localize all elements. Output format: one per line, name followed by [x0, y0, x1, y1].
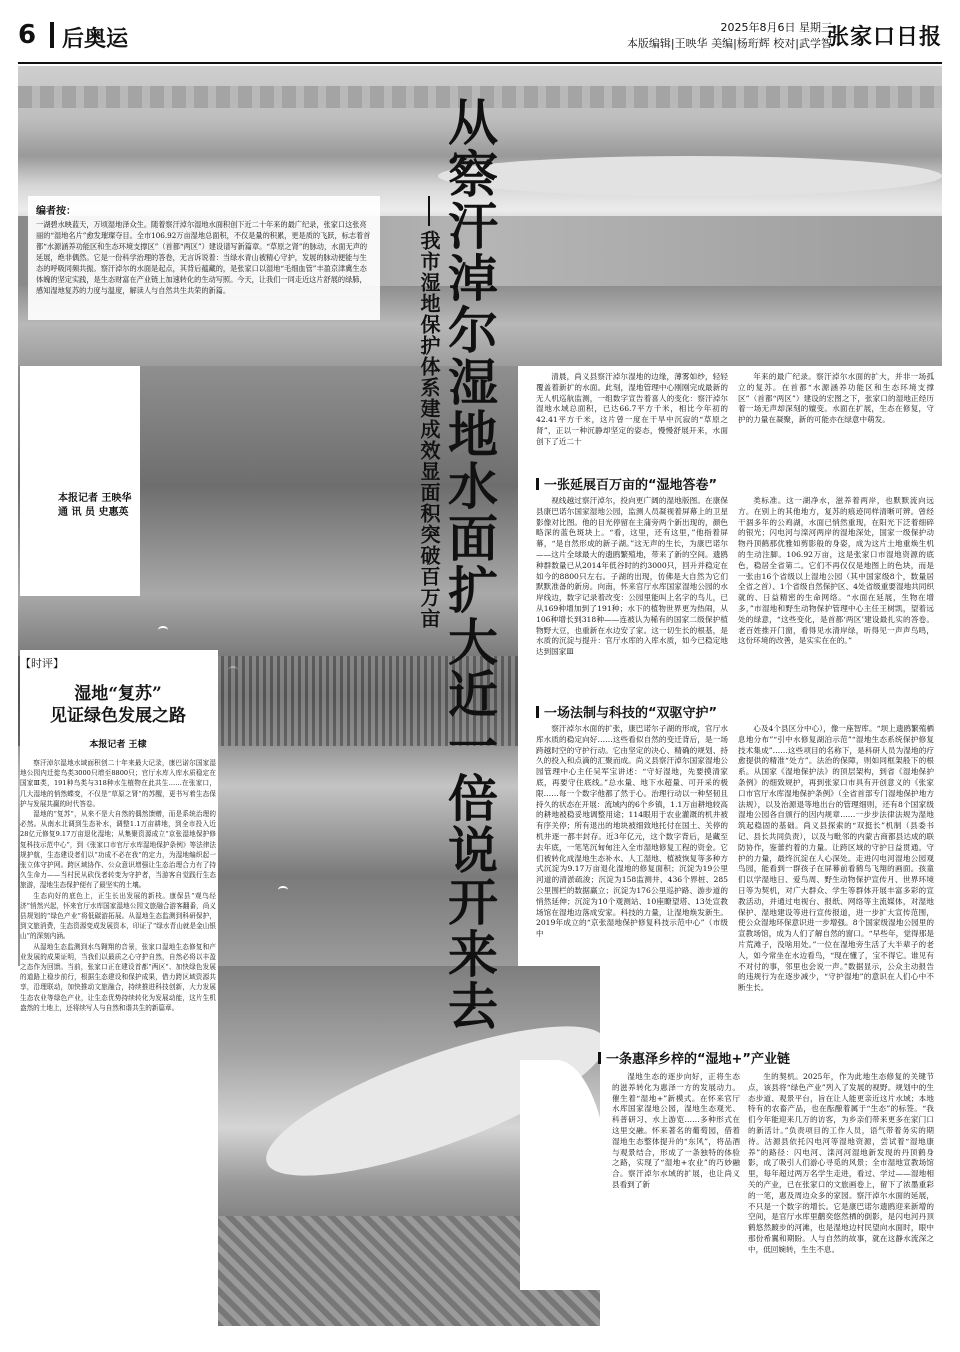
commentary-column: [20, 655, 216, 1013]
issue-date: 2025年8月6日 星期三: [720, 21, 832, 34]
subhead-dash: [428, 196, 430, 226]
lake-surface: [438, 156, 942, 196]
editor-credits: 本版编辑|王映华 美编|杨珩辉 校对|武学智: [626, 37, 832, 50]
editor-note: [28, 196, 380, 320]
article-paragraph: 察汗淖尔水面的扩张，康巴诺尔子湖的形成，官厅水库水质的稳定向好……这些看似自然的变迁背后，是一场跨越时空的守护行动。它由坚定的决心、精确的规划、持久的投入和点滴的汇聚而成。尚义县察汗淖尔国家湿地公园管理中心主任吴军宝讲述：“守好湿地，先要摸清家底，再要守住底线。”总水量、地下水超量、可开采的极限……每一个数字他都了然于心。治理行动以一种坚韧且持久的状态在开展：流域内的6个乡镇，1.1万亩耕地较高的耕地被稳妥地调整用途；114眼用于农业灌溉的机井被有序关停；所有退出的地块被细致地托付在国土、关停的机井逐一都丰封存。近3年亿元，这个数字背后，是藏至去年底，一笔笔沉甸甸注入全市湿地修复工程的资金。它们被转化成湿地生态补水、人工湿地、植被恢复等多种方式沉淀为9.17万亩退化湿地的修复面积；沉淀为19公里河道的清淤疏浚；沉淀为158监测井、436个界桩、285公里围栏的数据赢立；沉淀为176公里巡护路、游步道的悄然延伸；沉淀为10个观测站、10座瞭望塔、13处宣教场馆在湿地边落成安家。科技的力量，让湿地焕发新生。2019年成立的“京张湿地保护修复科技示范中心”（市级中: [536, 724, 728, 939]
section-heading-2: 一场法制与科技的“双驱守护”: [536, 702, 717, 721]
egret-icon: [278, 886, 288, 894]
article-paragraph: 年来的最广纪录。察汗淖尔水面的扩大，并非一场孤立的复苏。在首都“水源涵养功能区和生态环境支撑区”（首都“两区”）建设的宏图之下，张家口的湿地正经历着一场无声却深刻的嬗变。水面在扩展，生态在修复，守护的力量在凝聚，新的可能亦在绿意中萌发。: [738, 372, 934, 425]
commentary-body: [20, 758, 216, 1013]
section-heading-3: 一条惠泽乡梓的“湿地+”产业链: [598, 1048, 790, 1067]
commentary-paragraph: 湿地的“复苏”，从来不是大自然的偶然馈赠，而是系统治理的必然。从南水北调到生态补水，调整1.1万亩耕地，到全市投入近28亿元修复9.17万亩退化湿地；从集聚资源成立“京张湿地保护修复科技示范中心”，到《张家口市官厅水库湿地保护条例》等法律法规护航，生态建设者们以“功成不必在我”的定力，为湿地编织起一张立体守护网。跨区域协作、公众意识增强让生态治理合力有了持久生命力——当村民从砍伐者转变为守护者，当游客自觉践行生态旅游，湿地生态保护便有了最坚实的土壤。: [20, 810, 216, 890]
section1-col-b: [738, 496, 934, 692]
sub-headline: 我市湿地保护体系建成效显面积突破百万亩: [417, 230, 441, 629]
commentary-author: 本报记者 王棣: [89, 740, 147, 750]
section-heading-1: 一张延展百万亩的“湿地答卷”: [536, 474, 717, 493]
article-paragraph: 湿地生态的逐步向好，正将生态的滋养转化为惠泽一方的发展动力。催生着“湿地+”新模式。在怀来官厅水库国家湿地公园，湿地生态观光、科普研习、水上游览……多种形式在这里交融。怀来著名的葡萄园，借着湿地生态整体提升的“东风”，将品酒与观景结合，形成了一条独特的体验之路，实现了“湿地+农业”的巧妙融合。察汗淖尔水域的扩展，也让尚义县看到了新: [612, 1072, 740, 1189]
header-rule: [18, 62, 942, 64]
byline-area: [20, 366, 140, 596]
main-headline: 从察汗淖尔湿地水面扩大近一倍说开来去: [440, 96, 498, 1032]
page-number-divider: [50, 22, 54, 48]
article-paragraph: 心及4个县区分中心），像一座智库。“坝上遗鸥繁殖栖息地分布”“引中水修复湖泊示范”“湿地生态系统保护修复技术集成”……这些项目的名称下，是科研人员为湿地的疗愈提供的精准“处方”。法治的保障，则如同框架般下的根系。从国家《湿地保护法》的顶层架构，到省《湿地保护条例》的细致规护，再到张家口市具有开创意义的《张家口市官厅水库湿地保护条例》（全省首部专门湿地保护地方法规），以及治源退等地出台的管理细则，还有8个国家级湿地公园各自颁行的因内规章……一步步法律法规为湿地筑起稳固的基础。尚义县探索的“双挺长”机制（县委书记、县长共同负责），以及与毗邻的内蒙古商都县达成的联防协作，鉴蕾约着的力量。让跨区域的守护日益贯通。守护的力量，最终沉淀在人心深处。走进闪电河湿地公园观鸟园，能看到一群孩子在屏幕前看鹤鸟飞翔的画面。孩童们以学湿地日、爱鸟周、野生动物保护宣传月、世界环境日等为契机，对广大群众、学生等群体开展丰富多彩的宣教活动，并通过电视台、报纸、网络等主流媒体，对湿地保护、湿地建设等进行宣传报道，进一步扩大宣传范围，使公众湿地环保意识进一步增强。8个国家级湿地公园里的宣教场馆，成为人们了解自然的窗口。“早些年，觉得那是片荒滩子，没啥用处。”一位在湿地旁生活了大半辈子的老人，如今常坐在水边看鸟，“现在懂了，宝不得它。谁见有不对付的事，邻里也会说一声。”数据显示，公众主动报告的违规行为在逐步减少，“守护湿地”的意识在人们心中不断生长。: [738, 724, 934, 993]
article-paragraph: 清晨，尚义县察汗淖尔湿地的边缘，薄雾如纱，轻轻覆盖着新扩的水面。此刻，湿地管理中心刚刚完成最新的无人机巡航监测，一组数字宣告着喜人的变化：察汗淖尔湿地水域总面积，已达66.7平方千米，相比今年初的42.41平方千米，这片曾一度在干旱中沉寂的“草原之肾”，正以一种沉静却坚定的姿态，慢慢舒展开来，水面创下了近二十: [536, 372, 728, 446]
article-paragraph: 生的契机。2025年，作为此地生态修复的关键节点，该县将“绿色产业”列入了发展的视野。规划中的生态步道、观景平台，旨在让人能更亲近这片水域；本地特有的农畜产品，也在酝酿着属于“生态”的标签。“我们今年能迎来几万的访客，为乡亲们带来更多在家门口的新活计。”负责项目的工作人员，语气带着务实的期待。沽源县依托闪电河等湿地资源，尝试着“湿地康养”的路径：闪电河、滦河河湿地新发现的丹顶鹤身影，成了吸引人们游心寻觅的风景；全市湿地宣教场馆里，每年超过两万名学生走进，看过、学过——湿地相关的产业，已在张家口的文旅画卷上，留下了浓墨重彩的一笔，惠及周边众多的家园。察汗淖尔水面的延展，不只是一个数字的增长。它是康巴诺尔遗鸥迎来新增的空间，是官厅水库里鹳奕悠然栖的倒影，是闪电河丹顶鹤悠然踱步的河滩，也是湿地边村民望向水面时，眼中那份希翼和期盼。人与自然的故事，就在这静水流深之中，低回婉转，生生不息。: [748, 1072, 934, 1254]
section2-col-b: [738, 724, 934, 1040]
section2-col-a: [536, 724, 728, 1040]
commentary-title-line1: 湿地“复苏”: [74, 684, 162, 704]
egret-icon: [158, 626, 168, 634]
article-paragraph: 视线越过察汗淖尔，投向更广阔的湿地版图。在康保县康巴诺尔国家湿地公园，监测人员凝视着屏幕上的卫星影像对比图。他的目光停留在主蒲旁两个新出现的，颜色略深的蓝色斑块上。“看，这里，还有这里，”他指着屏幕，“是自然形成的新子湖。”这无声的生长，为康巴诺尔——这片全球最大的遗鸥繁殖地，带来了新的空间。遗鸥种群数量已从2014年低谷时的约3000只，回升并稳定在如今的8800只左右。子湖的出现，仿佛是大自然为它们默默准备的新房。向南，怀来官厅水库国家湿地公园的水岸线边，数字记录着改变：公园里能叫上名字的鸟儿，已从169种增加到了191种；水下的植物世界更为热闹，从106种增长到318种——连被认为稀有的国家二级保护植物野大豆，也重新在水边安了家。这一切生长的根基，是水质的沉淀与提升：官厅水库的入库水质，如今已稳定地达到国家Ⅲ: [536, 496, 728, 657]
commentary-paragraph: 察汗淖尔湿地水域面积创二十年来最大记录，康巴诺尔国家湿地公园内迁徙鸟类3000只增至8800只；官厅水库入库水质稳定在国家Ⅲ类，191种鸟类与318种水生植物在此共生……在张家口，几大湿地的悄然蝶变，不仅是“草原之肾”的苏醒，更书写着生态保护与发展共赢的时代答卷。: [20, 759, 216, 808]
commentary-title-line2: 见证绿色发展之路: [50, 706, 186, 726]
page-number: 6: [18, 20, 37, 50]
article-intro-a: [536, 372, 728, 464]
article-intro-b: [738, 372, 934, 464]
commentary-tag: 【时评】: [20, 657, 64, 670]
section3-col-a: [612, 1072, 740, 1322]
section3-col-b: [748, 1072, 934, 1322]
masthead: [18, 14, 942, 58]
byline-reporter: 本报记者 王映华: [58, 493, 132, 504]
byline: [58, 492, 131, 520]
editor-note-body: 一湖碧水映蓝天，万顷湿地泽众生。随着察汗淖尔湿地水面积创下近二十年来的最广纪录，张家口这张亮丽的“湿地名片”愈发璀璨夺目。全市106.92万亩湿地总面积，不仅是量的积累，更是质的飞跃，标志着首都“水源涵养功能区和生态环境支撑区”（首都“两区”）建设谱写新篇章。“草原之肾”的脉动，水面无声的延展，绝非偶然。它是一份科学治理的答卷，无言诉说着：当绿水青山被精心守护，发展的脉动便能与生态的呼吸同频共振。察汗淖尔的水面是起点，其背后蕴藏的，是张家口以湿地“毛细血管”丰盈京津冀生态体魄的坚定实践，是生态财富在产业链上加速转化的生动写照。今天，让我们一同走近这片舒展的绿肺，感知湿地复苏的力度与温度，解读人与自然共生共荣的新篇。: [36, 220, 371, 295]
commentary-paragraph: 生态向好的底色上，正生长出发展的新枝。康保县“观鸟经济”悄然兴起，怀来官厅水库国家湿地公园文旅融合游客翻番，尚义县规划的“绿色产业”将低碳游拓展。从湿地生态监测到科研保护，到文旅消费，生态资源变成发展资本，印证了“绿水青山就是金山银山”的深刻内涵。: [20, 891, 216, 941]
section1-col-a: [536, 496, 728, 692]
byline-correspondent: 通 讯 员 史惠英: [58, 507, 129, 518]
newspaper-logo: 张家口日报: [826, 24, 942, 50]
commentary-paragraph: 从湿地生态监测到水鸟翱翔的音景，张家口湿地生态修复和产业发展的成果证明，当我们以最质之心守护自然，自然必将以丰盈之态作为回馈。当前，张家口正在建设首都“两区”、加快绿色发展的道路上稳步前行，根据生态建设和保护成果，借力跨区域资源共享，沿理联动，加快推动文旅融合，持续推进科技创新，大力发展生态农业等绿色产业，让生态优势持续转化为发展动能，这片生机盎然的土地上，还将续写人与自然和谐共生的新篇章。: [20, 942, 216, 1012]
commentary-title: [20, 683, 216, 727]
article-paragraph: 类标准。这一湖净水，滋养着两岸，也默默流向远方。在别上的其他地方，复苏的痕迹同样清晰可辨。曾经干涸多年的公鸡湖，水面已悄然重现，在阳光下泛着细碎的银光；闪电河与滦河两岸的湿地深处，国家一级保护动物丹顶鹤那优雅如剪影般的身姿，成为这片土地重焕生机的生动注脚。106.92万亩，这是张家口市湿地资源的底色，稳居全省第二。它们不再仅仅是地图上的色块，而是一张由16个省级以上湿地公园（其中国家级8个，数量居全省之首）、1个省级自然保护区、4处省级重要湿地共同织就的、日益精密的生命网络。“水面在延展，生物在增多，”市湿地和野生动物保护管理中心主任王树凯，望着远处的绿意，“这些变化，是首都‘两区’建设最扎实的答卷。老百姓推开门窗，看得见水清岸绿，听得见一声声鸟鸣，这份环境的改善，是实实在在的。”: [738, 496, 934, 646]
issue-info: [627, 20, 832, 52]
editor-note-label: 编者按：: [36, 206, 76, 217]
section-name: 后奥运: [62, 27, 129, 52]
